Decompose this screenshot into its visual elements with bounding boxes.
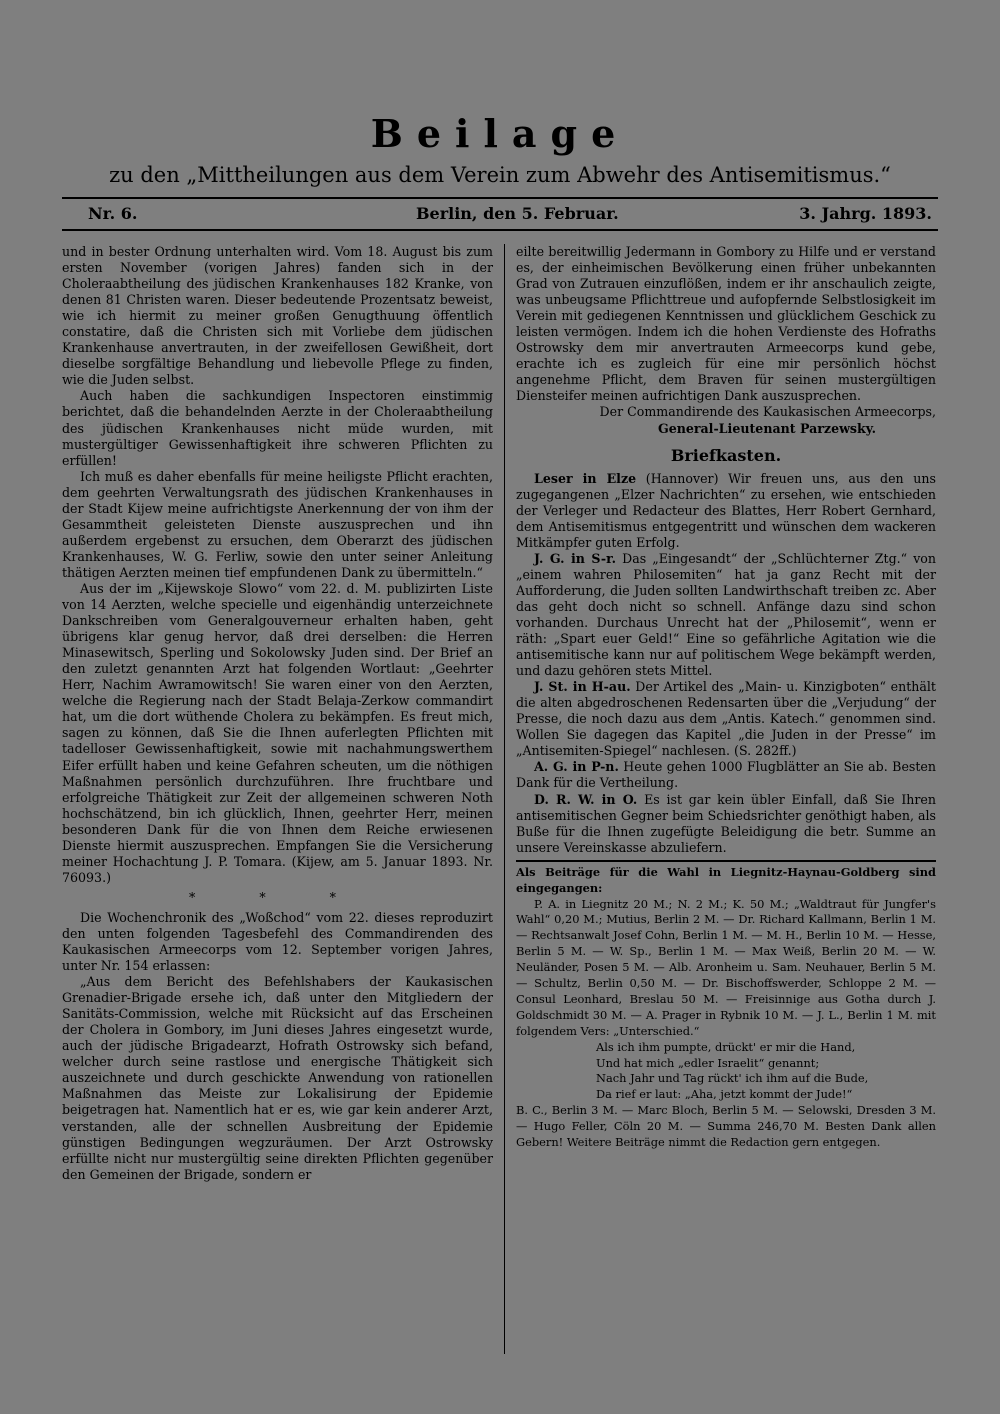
paragraph: und in bester Ordnung unterhalten wird. Vom 18. August bis zum ersten November (vorigen Jahres) fanden sich in der Choleraabtheilung des jüdischen Krankenhauses 182 Kranke, von denen 81 Christen waren. Dieser bedeutende Prozentsatz beweist, wie ich hiermit zu meiner großen Genugthuung öffentlich constatire, daß die Christen sich mit Vorliebe dem jüdischen Krankenhause anvertrauten, in der zweifellosen Gewißheit, dort dieselbe sorgfältige Behandlung und liebevolle Pflege zu finden, wie die Juden selbst. — [62, 244, 493, 388]
entry-addressee: J. G. in S-r. — [534, 550, 617, 566]
left-column — [62, 244, 493, 1183]
donations-list: P. A. in Liegnitz 20 M.; N. 2 M.; K. 50 M.; „Waldtraut für Jungfer's Wahl“ 0,20 M.; Mutius, Berlin 2 M. — Dr. Richard Kallmann, Berlin 1 M. — Rechtsanwalt Josef Cohn, Berlin 1 M. — M. H., Berlin 10 M. — Hesse, Berlin 5 M. — W. Sp., Berlin 1 M. — Max Weiß, Berlin 20 M. — W. Neuländer, Posen 5 M. — Alb. Aronheim u. Sam. Neuhauer, Berlin 5 M. — Schultz, Berlin 0,50 M. — Dr. Bischoffswerder, Schloppe 2 M. — Consul Leonhard, Breslau 50 M. — Freisinnige aus Gotha durch J. Goldschmidt 30 M. — A. Prager in Rybnik 10 M. — J. L., Berlin 1 M. mit folgendem Vers: „Unterschied.“ — [516, 896, 936, 1038]
divider — [516, 860, 936, 862]
paragraph: Die Wochenchronik des „Woßchod“ vom 22. dieses reproduzirt den unten folgenden Tagesbefehl des Commandirenden des Kaukasischen Armeecorps vom 12. September vorigen Jahres, unter Nr. 154 erlassen: — [62, 909, 493, 974]
entry-text: Heute gehen 1000 Flugblätter an Sie ab. Besten Dank für die Vertheilung. — [516, 759, 936, 791]
letter-entry — [516, 471, 936, 551]
masthead — [0, 112, 1000, 190]
paragraph: Auch haben die sachkundigen Inspectoren einstimmig berichtet, daß die behandelnden Aerzte in der Choleraabtheilung des jüdischen Krankenhauses nicht müde wurden, mit mustergültiger Gewissenhaftigkeit ihre schweren Pflichten zu erfüllen! — [62, 388, 493, 468]
poem-line: Da rief er laut: „Aha, jetzt kommt der Jude!“ — [596, 1087, 853, 1102]
letter-entry — [516, 679, 936, 759]
letter-entry — [516, 792, 936, 856]
entry-addressee: Leser in Elze — [534, 470, 637, 486]
entry-addressee: A. G. in P-n. — [534, 759, 619, 775]
donations-closing: B. C., Berlin 3 M. — Marc Bloch, Berlin 5 M. — Selowski, Dresden 3 M. — Hugo Feller, Cöln 20 M. — Summa 246,70 M. Besten Dank allen Gebern! Weitere Beiträge nimmt die Redaction gern entgegen. — [516, 1103, 936, 1150]
right-column — [516, 244, 936, 1151]
issue-year: 3. Jahrg. 1893. — [799, 204, 932, 223]
entry-text: Der Artikel des „Main- u. Kinzigboten“ enthält die alten abgedroschenen Redensarten über die „Verjudung“ der Presse, die noch dazu aus dem „Antis. Katech.“ genommen sind. Wollen Sie dagegen das Kapitel „die Juden in der Presse“ im „Antisemiten-Spiegel“ nachlesen. (S. 282ff.) — [516, 679, 936, 759]
paragraph: Aus der im „Kijewskoje Slowo“ vom 22. d. M. publizirten Liste von 14 Aerzten, welche specielle und eigenhändig unterzeichnete Dankschreiben vom Generalgouverneur erhalten haben, geht übrigens klar genug hervor, daß drei derselben: die Herren Minasewitsch, Sperling und Sokolowsky Juden sind. Der Brief an den zuletzt genannten Arzt hat folgenden Wortlaut: „Geehrter Herr, Nachim Awramowitsch! Sie waren einer von den Aerzten, welche die Regierung nach der Stadt Belaja-Zerkow commandirt hat, um die dort wüthende Cholera zu bekämpfen. Es freut mich, sagen zu können, daß Sie die Ihnen auferlegten Pflichten mit tadelloser Gewissenhaftigkeit, sowie mit nachahmungswerthem Eifer erfüllt haben und keine Gefahren scheuten, um die nöthigen Maßnahmen persönlich durchzuführen. Ihre fruchtbare und erfolgreiche Thätigkeit zur Zeit der allgemeinen schweren Noth hochschätzend, bin ich glücklich, Ihnen, geehrter Herr, meinen besonderen Dank für die von Ihnen dem Reiche erwiesenen Dienste hiermit auszusprechen. Empfangen Sie die Versicherung meiner Hochachtung J. P. Tomara. (Kijew, am 5. Januar 1893. Nr. 76093.) — [62, 580, 493, 885]
poem-line: Und hat mich „edler Israelit“ genannt; — [596, 1055, 820, 1070]
signature-name: General-Lieutenant Parzewsky. — [657, 420, 876, 436]
top-rule — [62, 197, 938, 199]
letter-entry — [516, 551, 936, 679]
supplement-subtitle: zu den „Mittheilungen aus dem Verein zum Abwehr des Antisemitismus.“ — [109, 163, 891, 187]
signature-line: Der Commandirende des Kaukasischen Armeecorps, — [599, 404, 936, 420]
issue-number: Nr. 6. — [88, 204, 138, 223]
supplement-title: Beilage — [370, 111, 630, 156]
paragraph: Ich muß es daher ebenfalls für meine heiligste Pflicht erachten, dem geehrten Verwaltungsrath des jüdischen Krankenhauses in der Stadt Kijew meine aufrichtigste Anerkennung der von ihm der Gesammtheit geleisteten Dienste auszusprechen und ihn außerdem ergebenst zu ersuchen, dem Oberarzt des jüdischen Krankenhauses, W. G. Ferliw, sowie den unter seiner Anleitung thätigen Aerzten meinen tief empfundenen Dank zu übermitteln.“ — [62, 468, 493, 580]
donations-heading: Als Beiträge für die Wahl in Liegnitz-Haynau-Goldberg sind eingegangen: — [516, 864, 936, 895]
issue-rule — [62, 229, 938, 231]
entry-addressee: J. St. in H-au. — [534, 679, 631, 695]
entry-addressee: D. R. W. in O. — [534, 791, 638, 807]
issue-place-date: Berlin, den 5. Februar. — [416, 204, 619, 223]
poem-line: Als ich ihm pumpte, drückt' er mir die Hand, — [596, 1039, 856, 1054]
entry-text: (Hannover) Wir freuen uns, aus den uns zugegangenen „Elzer Nachrichten“ zu ersehen, wie entschieden der Verleger und Redacteur des Blattes, Herr Robert Gernhard, dem Antisemitismus entgegentritt und wünschen dem wackeren Mitkämpfer guten Erfolg. — [516, 470, 936, 550]
paragraph: eilte bereitwillig Jedermann in Gombory zu Hilfe und er verstand es, der einheimischen Bevölkerung einen früher unbekannten Grad von Zutrauen einzuflößen, indem er ihr anschaulich zeigte, was unbeugsame Pflichttreue und aufopfernde Selbstlosigkeit im Verein mit gediegenen Kenntnissen und glücklichem Geschick zu leisten vermögen. Indem ich die hohen Verdienste des Hofraths Ostrowsky dem mir anvertrauten Armeecorps kund gebe, erachte ich es zugleich für eine mir persönlich höchst angenehme Pflicht, dem Braven für seinen mustergültigen Diensteifer meinen aufrichtigen Dank auszusprechen. — [516, 244, 936, 404]
poem-line: Nach Jahr und Tag rückt' ich ihm auf die Bude, — [596, 1071, 869, 1086]
section-separator: * * * — [189, 889, 366, 905]
column-divider — [504, 244, 505, 1354]
entry-text: Es ist gar kein übler Einfall, daß Sie Ihren antisemitischen Gegner beim Schiedsrichter genöthigt haben, als Buße für die Ihnen zugefügte Beleidigung die betr. Summe an unsere Vereinskasse abzuliefern. — [516, 791, 936, 855]
paragraph: „Aus dem Bericht des Befehlshabers der Kaukasischen Grenadier-Brigade ersehe ich, daß unter den Mitgliedern der Sanitäts-Commission, welche mit Rücksicht auf das Erscheinen der Cholera in Gombory, im Juni dieses Jahres eingesetzt wurde, auch der jüdische Brigadearzt, Hofrath Ostrowsky sich befand, welcher durch seine rastlose und energische Thätigkeit sich auszeichnete und durch geschickte Anwendung von rationellen Maßnahmen das Meiste zur Lokalisirung der Epidemie beigetragen hat. Namentlich hat er es, wie gar kein anderer Arzt, verstanden, alle der schnellen Ausbreitung der Epidemie günstigen Bedingungen wegzuräumen. Der Arzt Ostrowsky erfüllte nicht nur mustergültig seine direkten Pflichten gegenüber den Gemeinen der Brigade, sondern er — [62, 974, 493, 1182]
issue-line — [64, 204, 936, 228]
poem — [516, 1040, 936, 1104]
letter-entry — [516, 759, 936, 791]
section-heading: Briefkasten. — [670, 445, 782, 465]
entry-text: Das „Eingesandt“ der „Schlüchterner Ztg.“ von „einem wahren Philosemiten“ hat ja ganz Recht mit der Aufforderung, die Juden sollten Landwirthschaft treiben zc. Aber das geht doch nicht so schnell. Anfänge dazu sind schon vorhanden. Durchaus Unrecht hat der „Philosemit“, wenn er räth: „Spart euer Geld!“ Eine so gefährliche Agitation wie die antisemitische kann nur auf politischem Wege bekämpft werden, und dazu gehören stets Mittel. — [516, 550, 936, 679]
